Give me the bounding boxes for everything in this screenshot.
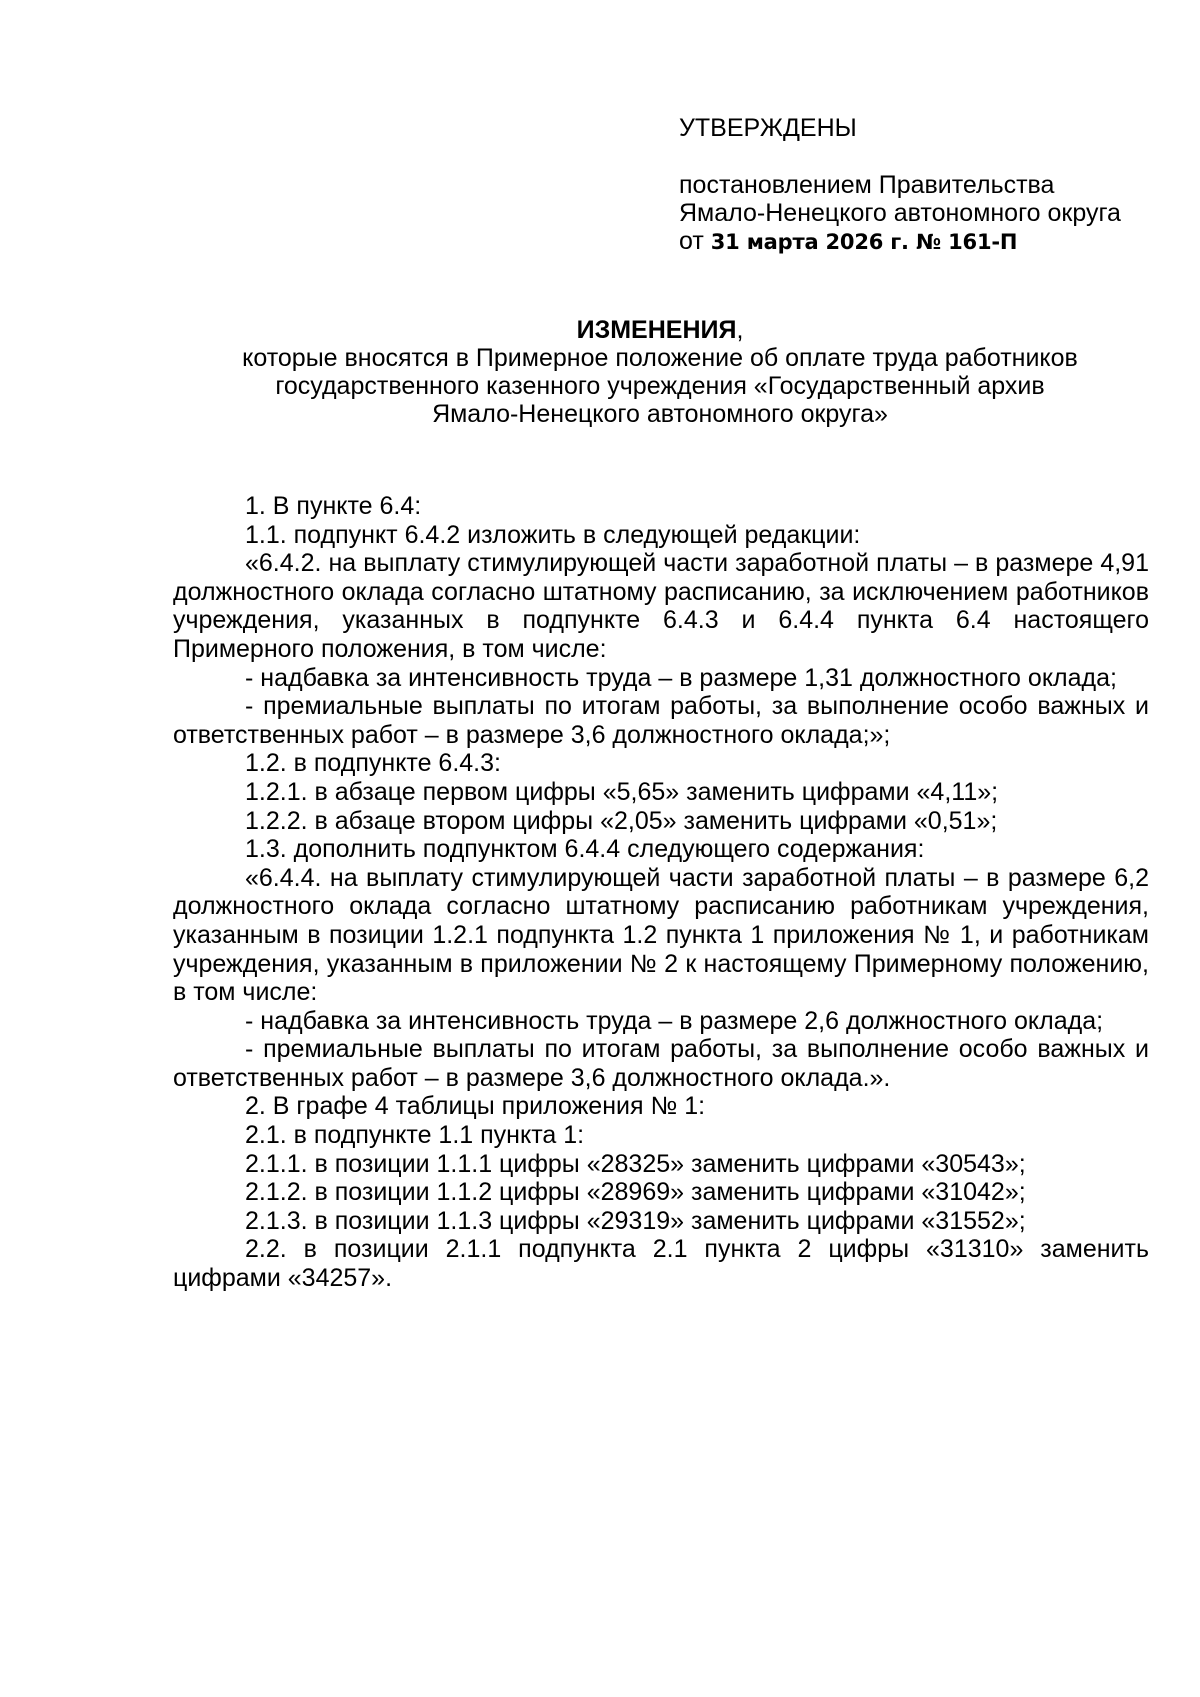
paragraph: 2.1.3. в позиции 1.1.3 цифры «29319» заменить цифрами «31552»; [245,1206,1026,1235]
title-line-3: Ямало-Ненецкого автономного округа» [432,400,888,428]
paragraph: «6.4.2. на выплату стимулирующей части заработной платы – в размере 4,91 должностного оклада согласно штатному расписанию, за исключением работников учреждения, указанных в подпункте 6.4.3 и 6.4.4 пункта 6.4 настоящего Примерного положения, в том числе: [173,549,1149,663]
paragraph: 1.3. дополнить подпунктом 6.4.4 следующего содержания: [245,835,925,864]
paragraph: - надбавка за интенсивность труда – в размере 2,6 должностного оклада; [245,1006,1104,1035]
paragraph: 2.1.1. в позиции 1.1.1 цифры «28325» заменить цифрами «30543»; [245,1149,1026,1178]
approval-block [679,114,1159,256]
paragraph: 1. В пункте 6.4: [245,492,422,520]
paragraph: - надбавка за интенсивность труда – в размере 1,31 должностного оклада; [245,663,1117,692]
paragraph: 2.1.2. в позиции 1.1.2 цифры «28969» заменить цифрами «31042»; [245,1178,1026,1207]
approval-line-1: постановлением Правительства [679,171,1055,199]
approval-line-2: Ямало-Ненецкого автономного округа [679,199,1121,227]
paragraph: 2.2. в позиции 2.1.1 подпункта 2.1 пункта 2 цифры «31310» заменить цифрами «34257». [173,1235,1149,1293]
paragraph: 1.1. подпункт 6.4.2 изложить в следующей редакции: [245,520,861,549]
date-number: 31 марта 2026 г. № 161-П [710,230,1018,254]
approval-date-line [679,227,1159,256]
paragraph: - премиальные выплаты по итогам работы, за выполнение особо важных и ответственных работ – в размере 3,6 должностного оклада.». [173,1035,1149,1092]
title-heading-comma: , [736,316,744,344]
title-line-1: которые вносятся в Примерное положение об оплате труда работников [242,344,1078,372]
paragraph: «6.4.4. на выплату стимулирующей части заработной платы – в размере 6,2 должностного оклада согласно штатному расписанию работникам учреждения, указанным в позиции 1.2.1 подпункта 1.2 пункта 1 приложения № 1, и работникам учреждения, указанным в приложении № 2 к настоящему Примерному положению, в том числе: [173,863,1149,1007]
paragraph: - премиальные выплаты по итогам работы, за выполнение особо важных и ответственных работ – в размере 3,6 должностного оклада;»; [173,692,1149,749]
document-title [172,316,1148,428]
title-heading-line [172,316,1148,344]
paragraph: 1.2.2. в абзаце втором цифры «2,05» заменить цифрами «0,51»; [245,806,998,835]
paragraph: 2. В графе 4 таблицы приложения № 1: [245,1092,706,1121]
title-heading: ИЗМЕНЕНИЯ [576,316,737,344]
title-line-2: государственного казенного учреждения «Государственный архив [275,372,1045,400]
paragraph: 2.1. в подпункте 1.1 пункта 1: [245,1121,585,1150]
approved-label: УТВЕРЖДЕНЫ [679,114,857,142]
paragraph: 1.2. в подпункте 6.4.3: [245,749,501,778]
date-prefix: от [679,227,704,255]
document-body [173,492,1149,1293]
paragraph: 1.2.1. в абзаце первом цифры «5,65» заменить цифрами «4,11»; [245,777,999,806]
